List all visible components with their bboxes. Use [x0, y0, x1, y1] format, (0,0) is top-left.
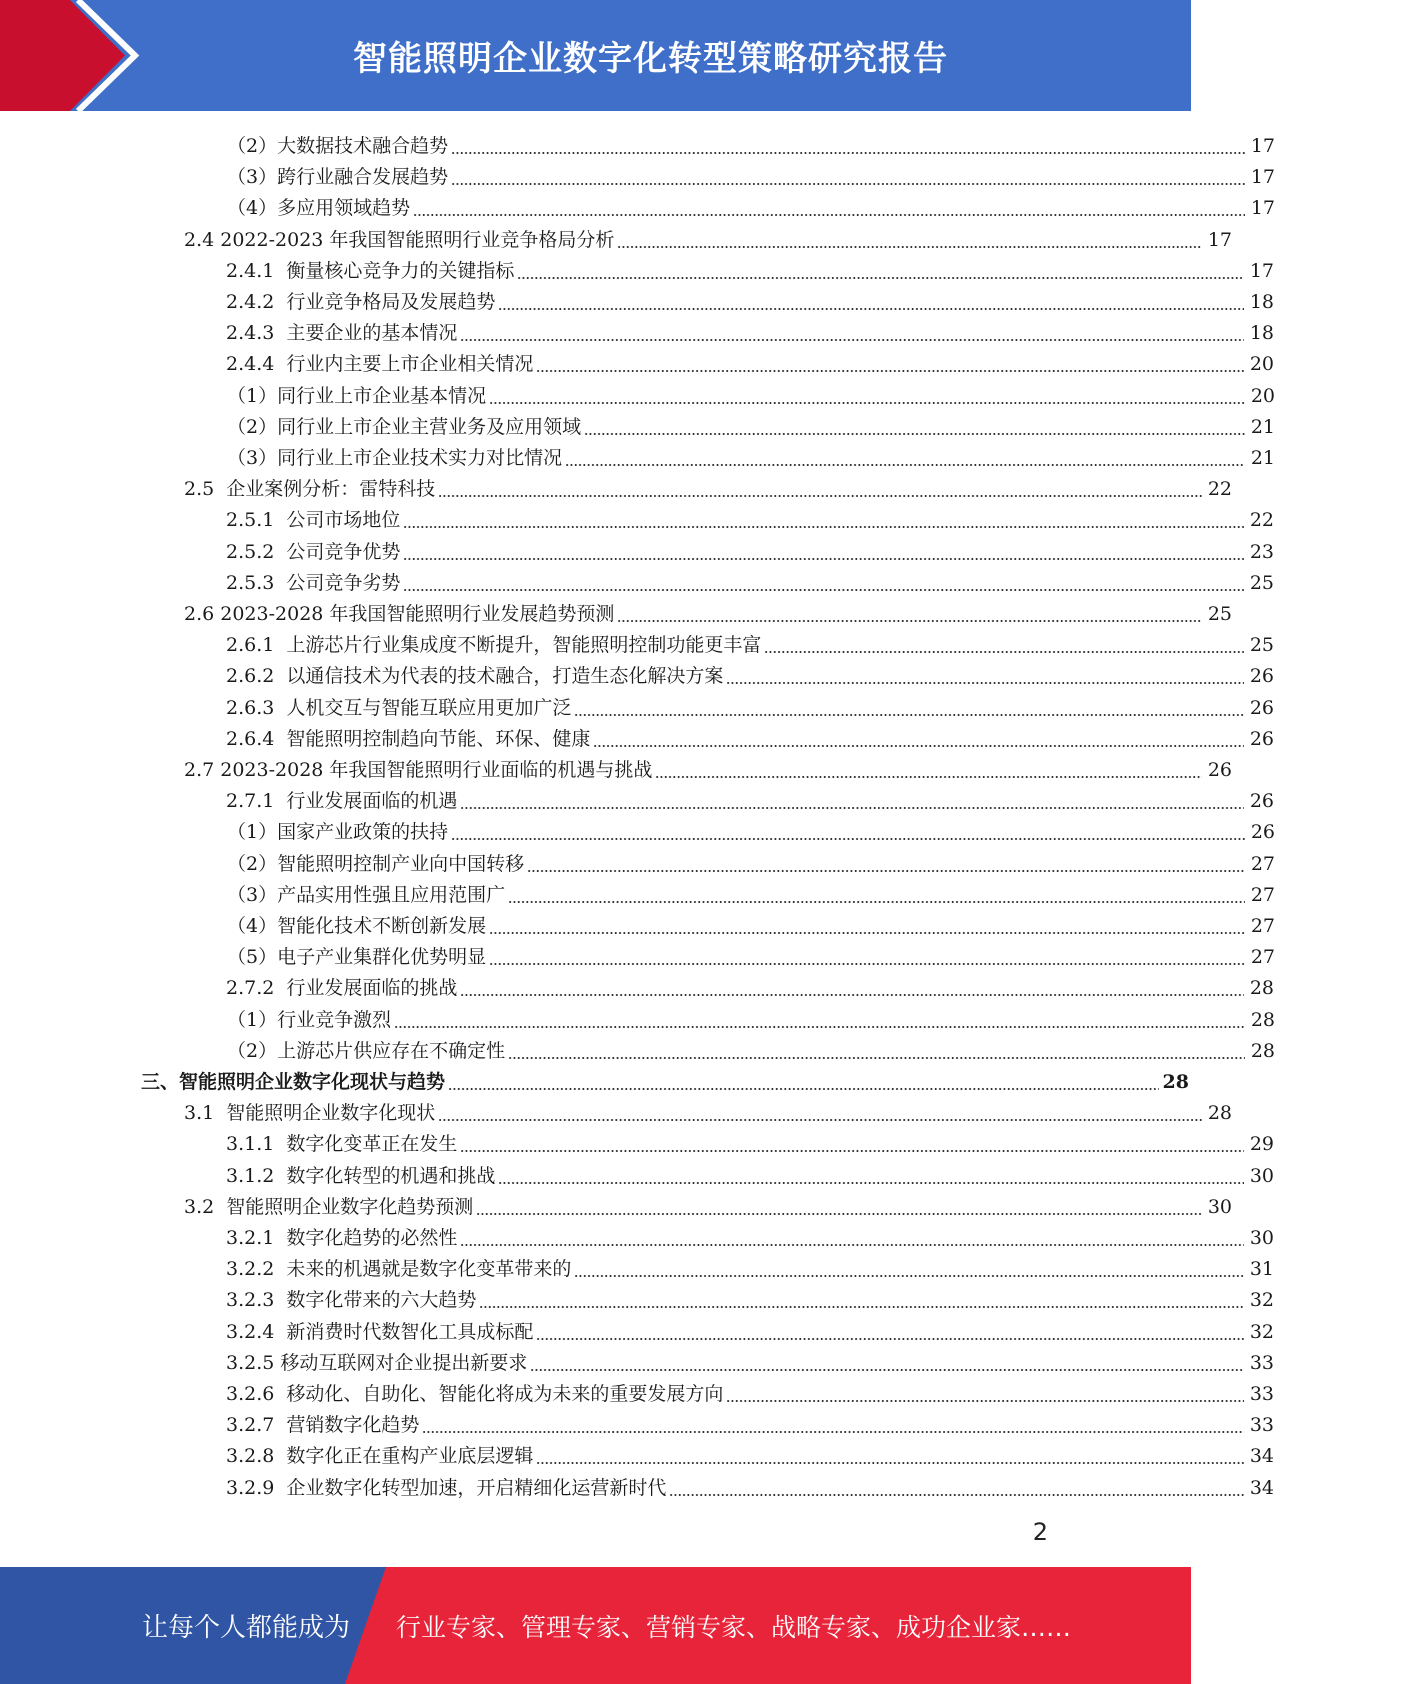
toc-dot-leader: [460, 321, 1244, 345]
toc-entry[interactable]: [0, 1344, 1417, 1375]
toc-entry[interactable]: [0, 657, 1417, 688]
toc-entry-page: 26: [1250, 821, 1275, 844]
toc-entry-title: （1）国家产业政策的扶持: [227, 821, 449, 844]
toc-entry[interactable]: [0, 345, 1417, 376]
toc-entry[interactable]: [0, 377, 1418, 408]
toc-dot-leader: [536, 1320, 1244, 1344]
toc-entry-title: 3.2.5 移动互联网对企业提出新要求: [226, 1351, 528, 1374]
toc-entry-title: 3.2.2 未来的机遇就是数字化变革带来的: [226, 1258, 572, 1281]
toc-entry-title: 3.2.6 移动化、自助化、智能化将成为未来的重要发展方向: [226, 1383, 724, 1405]
toc-entry-page: 20: [1250, 384, 1275, 407]
footer-slogan-right: 行业专家、管理专家、营销专家、战略专家、成功企业家……: [396, 1612, 1072, 1642]
toc-entry-title: 3.1.1 数字化变革正在发生: [226, 1133, 458, 1156]
toc-entry-title: 3.2.8 数字化正在重构产业底层逻辑: [226, 1445, 534, 1468]
toc-entry-page: 25: [1249, 571, 1274, 594]
toc-entry-page: 21: [1250, 447, 1275, 469]
toc-dot-leader: [479, 1288, 1244, 1312]
toc-entry[interactable]: [0, 127, 1418, 158]
toc-dot-leader: [403, 571, 1244, 595]
toc-entry-page: 33: [1249, 1351, 1274, 1374]
toc-entry-page: 23: [1249, 540, 1274, 563]
toc-entry[interactable]: [0, 969, 1417, 1000]
toc-dot-leader: [726, 664, 1244, 688]
toc-entry-page: 18: [1249, 291, 1274, 313]
toc-dot-leader: [593, 727, 1244, 751]
toc-dot-leader: [422, 1413, 1244, 1437]
toc-entry[interactable]: [0, 845, 1418, 876]
page-header: [0, 0, 1191, 111]
toc-entry-page: 17: [1207, 228, 1232, 251]
toc-entry-title: 2.5.3 公司竞争劣势: [226, 571, 401, 594]
toc-entry[interactable]: [0, 470, 1375, 501]
toc-dot-leader: [574, 1257, 1244, 1281]
toc-entry-title: 2.4.1 衡量核心竞争力的关键指标: [226, 259, 515, 282]
toc-entry-title: （4）多应用领域趋势: [227, 197, 411, 220]
toc-entry-page: 25: [1249, 634, 1274, 657]
toc-dot-leader: [460, 976, 1244, 1000]
toc-entry-page: 32: [1249, 1320, 1274, 1343]
toc-entry-title: 3.2.7 营销数字化趋势: [226, 1414, 420, 1437]
toc-dot-leader: [489, 384, 1245, 408]
toc-dot-leader: [536, 1444, 1244, 1468]
toc-dot-leader: [476, 1195, 1202, 1219]
toc-dot-leader: [413, 196, 1245, 220]
toc-entry[interactable]: [0, 1250, 1417, 1281]
toc-entry[interactable]: [0, 1032, 1418, 1063]
toc-entry-title: （3）同行业上市企业技术实力对比情况: [227, 447, 563, 469]
toc-dot-leader: [669, 1476, 1244, 1500]
toc-entry-page: 27: [1250, 883, 1275, 906]
toc-entry-title: （1）同行业上市企业基本情况: [227, 384, 487, 407]
toc-dot-leader: [489, 914, 1245, 938]
toc-entry-page: 28: [1162, 1071, 1189, 1093]
toc-dot-leader: [655, 758, 1202, 782]
toc-entry[interactable]: [0, 564, 1417, 595]
toc-entry-title: 2.5.2 公司竞争优势: [226, 540, 401, 563]
toc-entry-page: 17: [1249, 259, 1274, 282]
document-title: 智能照明企业数字化转型策略研究报告: [353, 39, 948, 79]
toc-entry-title: （1）行业竞争激烈: [227, 1008, 392, 1031]
toc-entry-title: 2.6 2023-2028 年我国智能照明行业发展趋势预测: [184, 603, 615, 625]
toc-dot-leader: [536, 352, 1244, 376]
toc-entry[interactable]: [0, 1125, 1417, 1156]
toc-entry[interactable]: [0, 720, 1417, 751]
toc-entry[interactable]: [0, 1437, 1417, 1468]
toc-entry[interactable]: [0, 1001, 1418, 1032]
toc-entry-title: （2）上游芯片供应存在不确定性: [227, 1039, 506, 1062]
toc-entry[interactable]: [0, 626, 1417, 657]
toc-entry-page: 18: [1249, 322, 1274, 345]
toc-entry-page: 25: [1207, 603, 1232, 625]
toc-entry-title: 3.2.9 企业数字化转型加速，开启精细化运营新时代: [226, 1476, 667, 1499]
toc-entry-title: （3）跨行业融合发展趋势: [227, 166, 449, 189]
toc-entry-page: 33: [1249, 1414, 1274, 1437]
toc-entry-page: 21: [1250, 415, 1275, 438]
toc-dot-leader: [451, 134, 1245, 158]
toc-entry[interactable]: [0, 408, 1418, 439]
toc-dot-leader: [508, 883, 1245, 907]
toc-entry-title: 2.5.1 公司市场地位: [226, 509, 401, 532]
toc-entry-title: 2.4 2022-2023 年我国智能照明行业竞争格局分析: [184, 228, 615, 251]
toc-entry-title: 2.7.1 行业发展面临的机遇: [226, 790, 458, 813]
toc-entry[interactable]: [0, 907, 1418, 938]
toc-entry-title: 3.2 智能照明企业数字化趋势预测: [184, 1195, 474, 1218]
toc-entry-page: 28: [1207, 1102, 1232, 1125]
toc-entry-page: 32: [1249, 1289, 1274, 1312]
toc-entry-title: （5）电子产业集群化优势明显: [227, 946, 487, 969]
toc-entry-title: 3.1 智能照明企业数字化现状: [184, 1102, 436, 1125]
toc-entry[interactable]: [0, 876, 1418, 907]
toc-dot-leader: [574, 696, 1244, 720]
toc-dot-leader: [726, 1382, 1244, 1406]
toc-entry-title: （4）智能化技术不断创新发展: [227, 915, 487, 937]
toc-entry-title: （2）智能照明控制产业向中国转移: [227, 852, 525, 875]
toc-entry[interactable]: [0, 189, 1418, 220]
toc-entry[interactable]: [0, 283, 1417, 314]
toc-entry-page: 31: [1249, 1258, 1274, 1281]
toc-entry-page: 26: [1207, 759, 1232, 781]
toc-entry-page: 34: [1249, 1476, 1274, 1499]
toc-entry[interactable]: [0, 1313, 1417, 1344]
toc-entry-page: 28: [1249, 977, 1274, 1000]
toc-entry-page: 22: [1207, 478, 1232, 501]
toc-entry-page: 27: [1250, 946, 1275, 969]
toc-entry-title: 2.6.2 以通信技术为代表的技术融合，打造生态化解决方案: [226, 665, 724, 688]
toc-entry-title: 2.7 2023-2028 年我国智能照明行业面临的机遇与挑战: [184, 759, 653, 781]
toc-entry-title: 2.7.2 行业发展面临的挑战: [226, 977, 458, 1000]
toc-entry[interactable]: [0, 689, 1417, 720]
toc-dot-leader: [498, 1164, 1244, 1188]
toc-dot-leader: [403, 508, 1244, 532]
toc-dot-leader: [530, 1351, 1244, 1375]
toc-dot-leader: [438, 1101, 1202, 1125]
toc-entry[interactable]: [0, 595, 1375, 626]
toc-entry-title: 2.6.3 人机交互与智能互联应用更加广泛: [226, 696, 572, 719]
toc-entry-page: 29: [1249, 1133, 1274, 1156]
toc-dot-leader: [508, 1039, 1245, 1063]
toc-dot-leader: [460, 789, 1244, 813]
toc-dot-leader: [438, 477, 1202, 501]
toc-entry-page: 34: [1249, 1445, 1274, 1468]
toc-entry-page: 33: [1249, 1383, 1274, 1405]
toc-entry-page: 26: [1249, 790, 1274, 813]
toc-entry[interactable]: [0, 1094, 1375, 1125]
toc-entry[interactable]: [0, 1188, 1375, 1219]
toc-entry[interactable]: [0, 158, 1418, 189]
toc-entry-page: 27: [1250, 915, 1275, 937]
toc-dot-leader: [584, 415, 1245, 439]
toc-entry-page: 26: [1249, 696, 1274, 719]
toc-dot-leader: [460, 1226, 1244, 1250]
toc-entry-page: 20: [1249, 353, 1274, 376]
toc-dot-leader: [764, 633, 1244, 657]
toc-dot-leader: [517, 259, 1244, 283]
toc-entry[interactable]: [0, 1406, 1417, 1437]
toc-dot-leader: [617, 602, 1202, 626]
toc-entry-title: 3.2.3 数字化带来的六大趋势: [226, 1289, 477, 1312]
toc-dot-leader: [565, 446, 1245, 470]
toc-dot-leader: [617, 228, 1202, 252]
toc-entry-title: （3）产品实用性强且应用范围广: [227, 883, 506, 906]
toc-entry-page: 17: [1250, 197, 1275, 220]
toc-entry-title: 3.2.4 新消费时代数智化工具成标配: [226, 1320, 534, 1343]
toc-dot-leader: [460, 1132, 1244, 1156]
toc-entry-title: （2）大数据技术融合趋势: [227, 135, 449, 157]
footer-slogan-left: 让每个人都能成为: [142, 1613, 351, 1643]
toc-entry-page: 17: [1250, 166, 1275, 189]
toc-entry-title: 2.4.4 行业内主要上市企业相关情况: [226, 353, 534, 376]
toc-entry[interactable]: [0, 1063, 1332, 1094]
toc-entry[interactable]: [0, 1375, 1417, 1406]
toc-entry[interactable]: [0, 751, 1375, 782]
toc-entry[interactable]: [0, 813, 1418, 844]
toc-entry[interactable]: [0, 252, 1417, 283]
toc-entry[interactable]: [0, 501, 1417, 532]
toc-entry[interactable]: [0, 1469, 1417, 1500]
toc-entry-page: 17: [1250, 135, 1275, 157]
toc-entry[interactable]: [0, 221, 1375, 252]
toc-entry-title: 2.4.2 行业竞争格局及发展趋势: [226, 291, 496, 313]
page-footer: [0, 1567, 1191, 1684]
toc-entry-page: 28: [1250, 1039, 1275, 1062]
toc-dot-leader: [448, 1070, 1159, 1094]
toc-entry-page: 30: [1207, 1195, 1232, 1218]
toc-entry-title: 2.6.4 智能照明控制趋向节能、环保、健康: [226, 727, 591, 750]
toc-dot-leader: [403, 540, 1244, 564]
toc-entry-title: 三、智能照明企业数字化现状与趋势: [141, 1071, 446, 1093]
toc-entry[interactable]: [0, 1157, 1417, 1188]
toc-entry[interactable]: [0, 938, 1418, 969]
toc-entry-page: 30: [1249, 1164, 1274, 1187]
toc-entry-page: 30: [1249, 1227, 1274, 1249]
toc-entry-title: 2.4.3 主要企业的基本情况: [226, 322, 458, 345]
toc-dot-leader: [451, 165, 1245, 189]
toc-dot-leader: [394, 1008, 1245, 1032]
toc-entry-title: 2.5 企业案例分析：雷特科技: [184, 478, 436, 501]
toc-dot-leader: [527, 852, 1245, 876]
toc-dot-leader: [489, 945, 1245, 969]
toc-dot-leader: [451, 820, 1245, 844]
toc-entry-page: 28: [1250, 1008, 1275, 1031]
toc-entry[interactable]: [0, 533, 1417, 564]
toc-entry[interactable]: [0, 1219, 1417, 1250]
toc-entry[interactable]: [0, 1281, 1417, 1312]
toc-entry-page: 27: [1250, 852, 1275, 875]
toc-entry-title: 2.6.1 上游芯片行业集成度不断提升，智能照明控制功能更丰富: [226, 634, 762, 657]
toc-entry[interactable]: [0, 314, 1417, 345]
toc-entry-page: 22: [1249, 509, 1274, 532]
toc-entry-title: （2）同行业上市企业主营业务及应用领域: [227, 415, 582, 438]
toc-dot-leader: [498, 290, 1244, 314]
toc-entry-title: 3.1.2 数字化转型的机遇和挑战: [226, 1164, 496, 1187]
toc-entry-page: 26: [1249, 727, 1274, 750]
toc-entry-page: 26: [1249, 665, 1274, 688]
toc-entry[interactable]: [0, 439, 1418, 470]
toc-entry[interactable]: [0, 782, 1417, 813]
toc-entry-title: 3.2.1 数字化趋势的必然性: [226, 1227, 458, 1249]
page-number: 2: [1032, 1518, 1048, 1546]
